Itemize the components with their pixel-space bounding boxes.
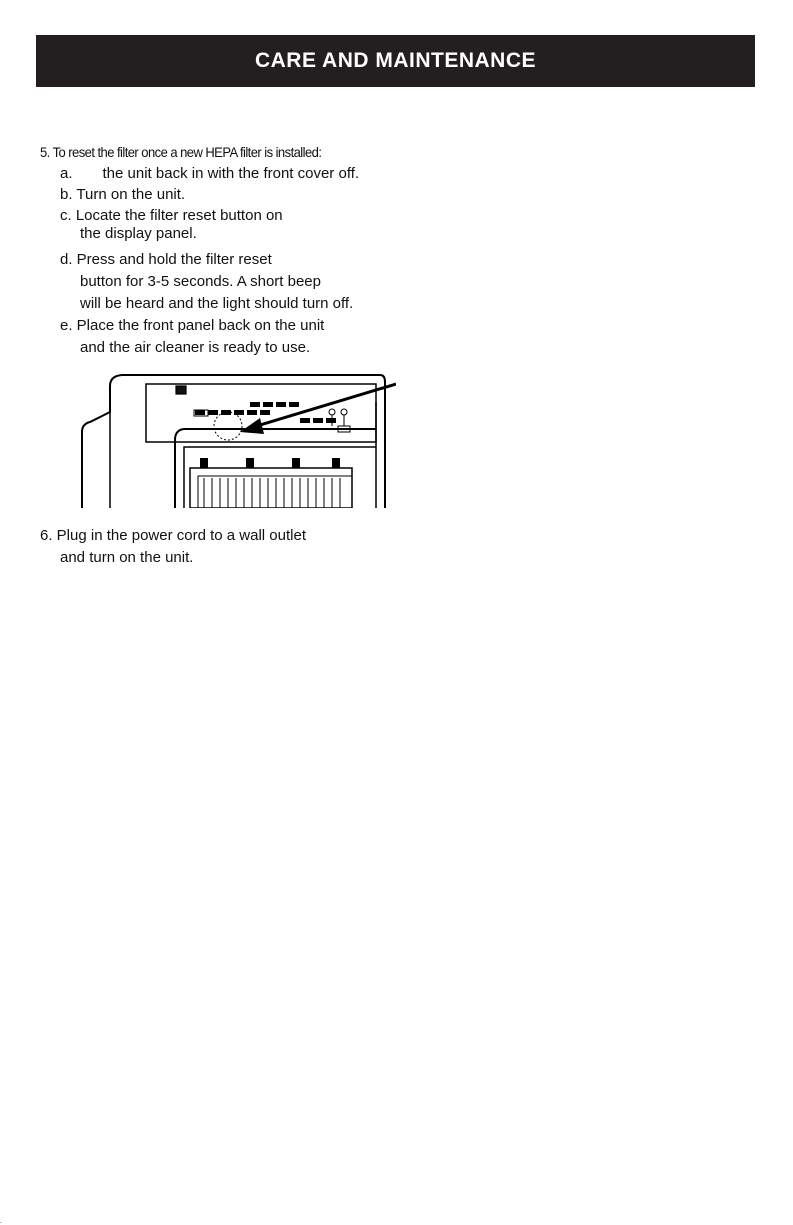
step5-d-line2: button for 3-5 seconds. A short beep: [80, 273, 321, 290]
step5-heading: 5. To reset the filter once a new HEPA filter is installed:: [40, 144, 322, 160]
air-cleaner-display-panel-illustration: [80, 372, 396, 508]
footer-mark: .: [0, 1218, 2, 1225]
page-title: CARE AND MAINTENANCE: [254, 49, 537, 72]
step6-line1: 6. Plug in the power cord to a wall outlet: [40, 527, 306, 544]
step5-d-line3: will be heard and the light should turn off.: [80, 295, 354, 312]
step5-e-line1: e. Place the front panel back on the unit: [60, 317, 325, 334]
step5-a-prefix: a.: [60, 165, 73, 182]
step6-line2: and turn on the unit.: [60, 549, 194, 566]
step5-c-line2: the display panel.: [80, 225, 197, 242]
step5-a-text: the unit back in with the front cover off.: [102, 165, 360, 182]
section-header: [36, 35, 755, 87]
step5-a: [60, 165, 359, 183]
step5-e-line2: and the air cleaner is ready to use.: [80, 339, 311, 356]
step5-c-line1: c. Locate the filter reset button on: [60, 207, 283, 224]
step5-b: b. Turn on the unit.: [60, 186, 186, 203]
step5-d-line1: d. Press and hold the filter reset: [60, 251, 272, 268]
